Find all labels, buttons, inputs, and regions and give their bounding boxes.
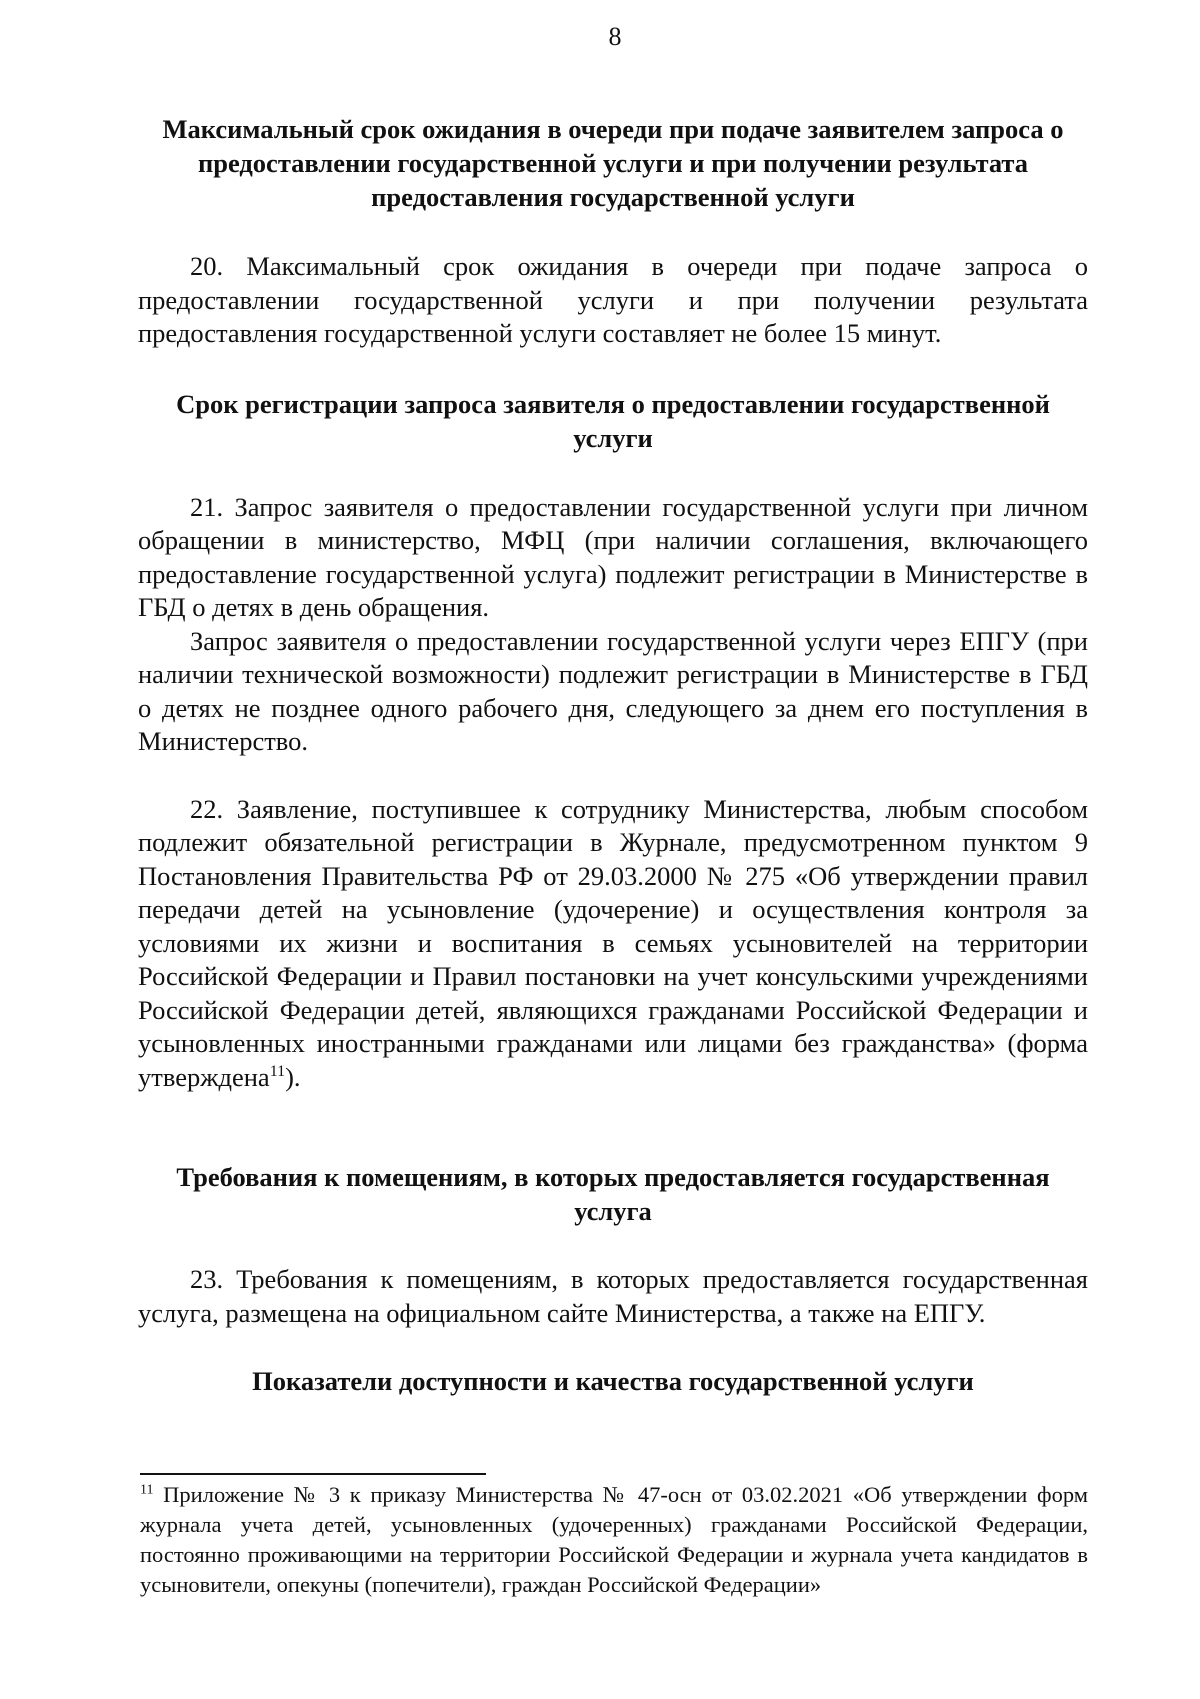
paragraph-22-text: 22. Заявление, поступившее к сотруднику Министерства, любым способом подлежит обязательной регистрации в Журнале, предусмотренном пунктом 9 Постановления Правительства РФ от 29.03.2000 № 275 «Об утверждении правил передачи детей на усыновление (удочерение) и осуществления контроля за условиями их жизни и воспитания в семьях усыновителей на территории Российской Федерации и Правил постановки на учет консульскими учреждениями Российской Федерации детей, являющихся гражданами Российской Федерации и усыновленных иностранными гражданами или лицами без гражданства» (форма утверждена	[138, 793, 1088, 1092]
paragraph-23: 23. Требования к помещениям, в которых предоставляется государственная услуга, размещена на официальном сайте Министерства, а также на ЕПГУ.	[138, 1264, 1088, 1328]
footnote	[140, 1480, 1088, 1600]
footnote-divider	[140, 1473, 486, 1475]
footnote-reference: 11	[269, 1062, 286, 1080]
paragraph-21: 21. Запрос заявителя о предоставлении государственной услуги при личном обращении в министерство, МФЦ (при наличии соглашения, включающего предоставление государственной услуга) подлежит регистрации в Министерстве в ГБД о детях в день обращения.	[138, 491, 1088, 622]
section-heading-waiting-time: Максимальный срок ожидания в очереди при подаче заявителем запроса о предоставлении государственной услуги и при получении результата предоставления государственной услуги	[162, 114, 1064, 212]
section-heading-premises: Требования к помещениям, в которых предоставляется государственная услуга	[176, 1162, 1050, 1226]
paragraph-22	[138, 793, 1088, 1095]
section-heading-registration-term: Срок регистрации запроса заявителя о предоставлении государственной услуги	[176, 388, 1050, 453]
page-number: 8	[608, 22, 622, 51]
paragraph-20: 20. Максимальный срок ожидания в очереди при подаче запроса о предоставлении государственной услуги и при получении результата предоставления государственной услуги составляет не более 15 минут.	[138, 251, 1088, 348]
paragraph-22-end: ).	[285, 1061, 301, 1092]
footnote-marker: 11	[140, 1482, 154, 1498]
document-body	[138, 112, 1088, 1398]
paragraph-21-continued: Запрос заявителя о предоставлении государственной услуги через ЕПГУ (при наличии технической возможности) подлежит регистрации в Министерстве в ГБД о детях не позднее одного рабочего дня, следующего за днем его поступления в Министерство.	[138, 625, 1088, 756]
section-heading-accessibility: Показатели доступности и качества государственной услуги	[252, 1366, 974, 1396]
footnote-text: Приложение № 3 к приказу Министерства № 47-осн от 03.02.2021 «Об утверждении форм журнала учета детей, усыновленных (удочеренных) гражданами Российской Федерации, постоянно проживающими на территории Российской Федерации и журнала учета кандидатов в усыновители, опекуны (попечители), граждан Российской Федерации»	[140, 1482, 1088, 1597]
